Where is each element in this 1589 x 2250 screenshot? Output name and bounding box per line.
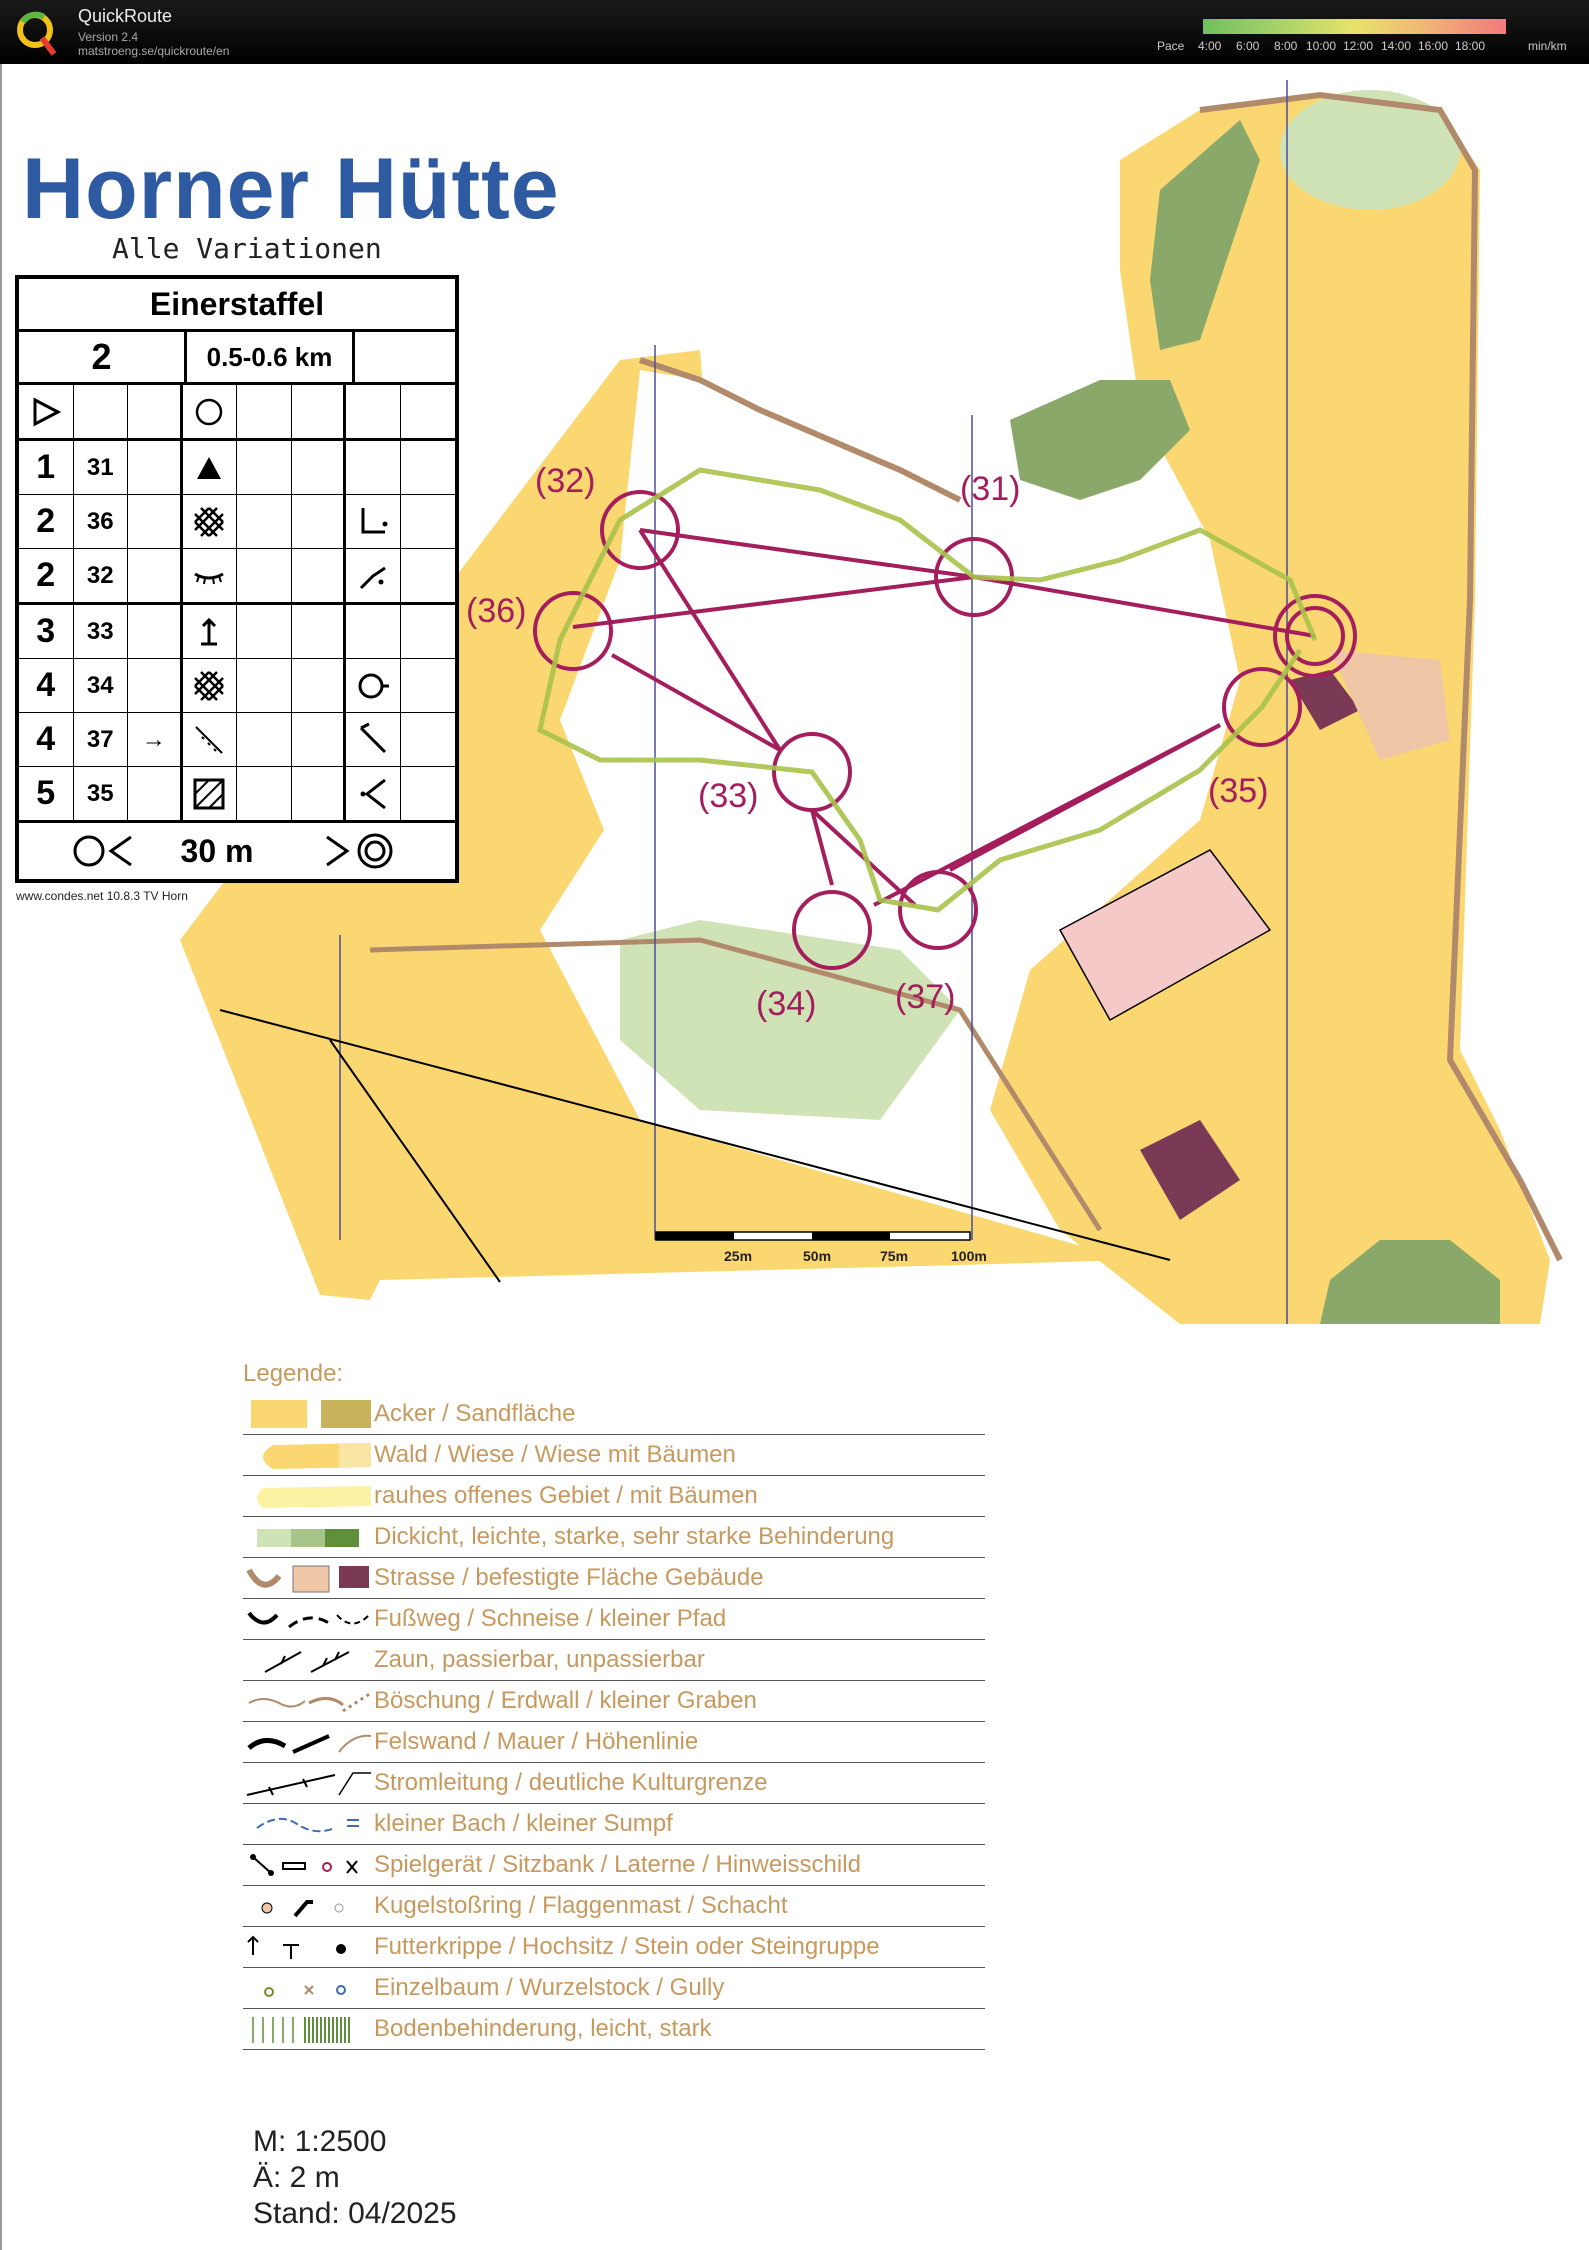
control-row: [19, 767, 455, 823]
power-line-icon: [243, 1765, 374, 1801]
course-name: Einerstaffel: [19, 279, 455, 332]
pace-tick: 4:00: [1198, 39, 1222, 53]
event-subtitle: Alle Variationen: [112, 232, 382, 265]
condes-credit: www.condes.net 10.8.3 TV Horn: [16, 889, 188, 903]
control-seq: 1: [19, 441, 74, 494]
control-code: 36: [74, 495, 129, 548]
legend-item: Acker / Sandfläche: [243, 1394, 985, 1435]
bend-icon: [346, 549, 401, 602]
rough-open-icon: [243, 1478, 374, 1514]
thicket-icon: [183, 495, 238, 548]
legend-title: Legende:: [243, 1360, 344, 1387]
tree-gully-icon: [243, 1970, 374, 2006]
pace-tick: 6:00: [1236, 39, 1260, 53]
legend-item: Wald / Wiese / Wiese mit Bäumen: [243, 1435, 985, 1476]
legend-item: Futterkrippe / Hochsitz / Stein oder Steingruppe: [243, 1927, 985, 1968]
road-building-icon: [243, 1560, 374, 1596]
control-label-35: (35): [1208, 772, 1269, 810]
legend-item: kleiner Bach / kleiner Sumpf: [243, 1804, 985, 1845]
app-version: Version 2.4: [78, 30, 139, 44]
ditch-icon: [183, 713, 238, 766]
map-scale: M: 1:2500: [253, 2125, 387, 2158]
circle-feature-icon: [183, 385, 238, 438]
course-climb: [355, 332, 455, 382]
control-label-32: (32): [535, 462, 596, 500]
triangle-icon: [183, 441, 238, 494]
legend-item: Böschung / Erdwall / kleiner Graben: [243, 1681, 985, 1722]
contour-interval: Ä: 2 m: [253, 2161, 340, 2194]
legend-item: Zaun, passierbar, unpassierbar: [243, 1640, 985, 1681]
direction-arrow: →: [128, 713, 183, 766]
pace-tick: 8:00: [1274, 39, 1298, 53]
legend-item: Strasse / befestigte Fläche Gebäude: [243, 1558, 985, 1599]
control-label-33: (33): [698, 777, 759, 815]
control-seq: 2: [19, 549, 74, 602]
event-title: Horner Hütte: [22, 141, 560, 237]
pace-tick: 10:00: [1306, 39, 1337, 53]
legend-item: Einzelbaum / Wurzelstock / Gully: [243, 1968, 985, 2009]
control-seq: 4: [19, 659, 74, 712]
control-seq: 2: [19, 495, 74, 548]
finish-circle-icon: [323, 831, 403, 871]
control-row: [19, 713, 455, 767]
legend-item: Bodenbehinderung, leicht, stark: [243, 2009, 985, 2050]
control-code: 33: [74, 605, 129, 658]
control-seq: 3: [19, 605, 74, 658]
legend-item: Felswand / Mauer / Höhenlinie: [243, 1722, 985, 1763]
pace-tick: 12:00: [1343, 39, 1374, 53]
end-icon: [346, 713, 401, 766]
scale-label: 50m: [803, 1248, 832, 1264]
circle-side-icon: [346, 659, 401, 712]
legend-item: Spielgerät / Sitzbank / Laterne / Hinweisschild: [243, 1845, 985, 1886]
quickroute-header: [0, 0, 1589, 64]
junction-icon: [346, 767, 401, 820]
scale-label: 100m: [951, 1248, 987, 1264]
playground-bench-icon: [243, 1847, 374, 1883]
dark-green-forest: [1010, 380, 1190, 500]
app-title: QuickRoute: [78, 6, 173, 26]
scale-bar-segment: [656, 1232, 734, 1240]
corner-icon: [346, 495, 401, 548]
control-seq: 4: [19, 713, 74, 766]
control-seq: 5: [19, 767, 74, 820]
control-code: 31: [74, 441, 129, 494]
course-number: 2: [19, 332, 187, 382]
start-triangle-icon: [19, 385, 74, 438]
control-row: [19, 549, 455, 605]
control-label-31: (31): [960, 470, 1021, 508]
feeder-icon: [183, 605, 238, 658]
control-row: [19, 605, 455, 659]
control-label-34: (34): [756, 985, 817, 1023]
feeder-stand-icon: [243, 1929, 374, 1965]
control-code: 34: [74, 659, 129, 712]
thicket-icon: [243, 1519, 374, 1555]
finish-start-icon: [71, 831, 141, 871]
thicket-icon: [183, 659, 238, 712]
control-label-37: (37): [895, 978, 956, 1016]
control-code: 35: [74, 767, 129, 820]
control-row: [19, 495, 455, 549]
control-row: [19, 659, 455, 713]
legend-item: Kugelstoßring / Flaggenmast / Schacht: [243, 1886, 985, 1927]
map-date: Stand: 04/2025: [253, 2197, 457, 2230]
scale-bar-segment: [812, 1232, 890, 1240]
control-code: 37: [74, 713, 129, 766]
fence-icon: [243, 1642, 374, 1678]
cliff-wall-icon: [243, 1724, 374, 1760]
embankment-icon: [243, 1683, 374, 1719]
eyelash-icon: [183, 549, 238, 602]
legend-item: rauhes offenes Gebiet / mit Bäumen: [243, 1476, 985, 1517]
footpath-icon: [243, 1601, 374, 1637]
app-url[interactable]: matstroeng.se/quickroute/en: [78, 44, 230, 58]
scale-label: 25m: [724, 1248, 753, 1264]
finish-row: [19, 823, 455, 879]
map-legend: [243, 1360, 985, 2050]
pace-tick: 16:00: [1418, 39, 1449, 53]
legend-item: Fußweg / Schneise / kleiner Pfad: [243, 1599, 985, 1640]
hatched-square-icon: [183, 767, 238, 820]
forest-meadow-icon: [243, 1437, 374, 1473]
map-info: [253, 2124, 457, 2232]
legend-item: Dickicht, leichte, starke, sehr starke Behinderung: [243, 1517, 985, 1558]
stream-marsh-icon: [243, 1806, 374, 1842]
control-row-start: [19, 385, 455, 441]
pace-tick: 18:00: [1455, 39, 1486, 53]
pace-label: Pace: [1157, 39, 1185, 53]
scale-label: 75m: [880, 1248, 909, 1264]
shotput-flag-icon: [243, 1888, 374, 1924]
control-label-36: (36): [466, 592, 527, 630]
ground-cover-icon: [243, 2011, 374, 2047]
pace-tick: 14:00: [1381, 39, 1412, 53]
pace-unit: min/km: [1528, 39, 1567, 53]
quickroute-logo-icon: [14, 6, 60, 58]
legend-item: Stromleitung / deutliche Kulturgrenze: [243, 1763, 985, 1804]
course-length: 0.5-0.6 km: [187, 332, 355, 382]
control-code: 32: [74, 549, 129, 602]
course-info: [19, 332, 455, 385]
control-description-sheet: [15, 275, 459, 883]
field-sand-icon: [243, 1396, 374, 1432]
pace-color-scale: [1203, 19, 1506, 34]
finish-distance: 30 m: [180, 832, 254, 869]
control-row: [19, 441, 455, 495]
